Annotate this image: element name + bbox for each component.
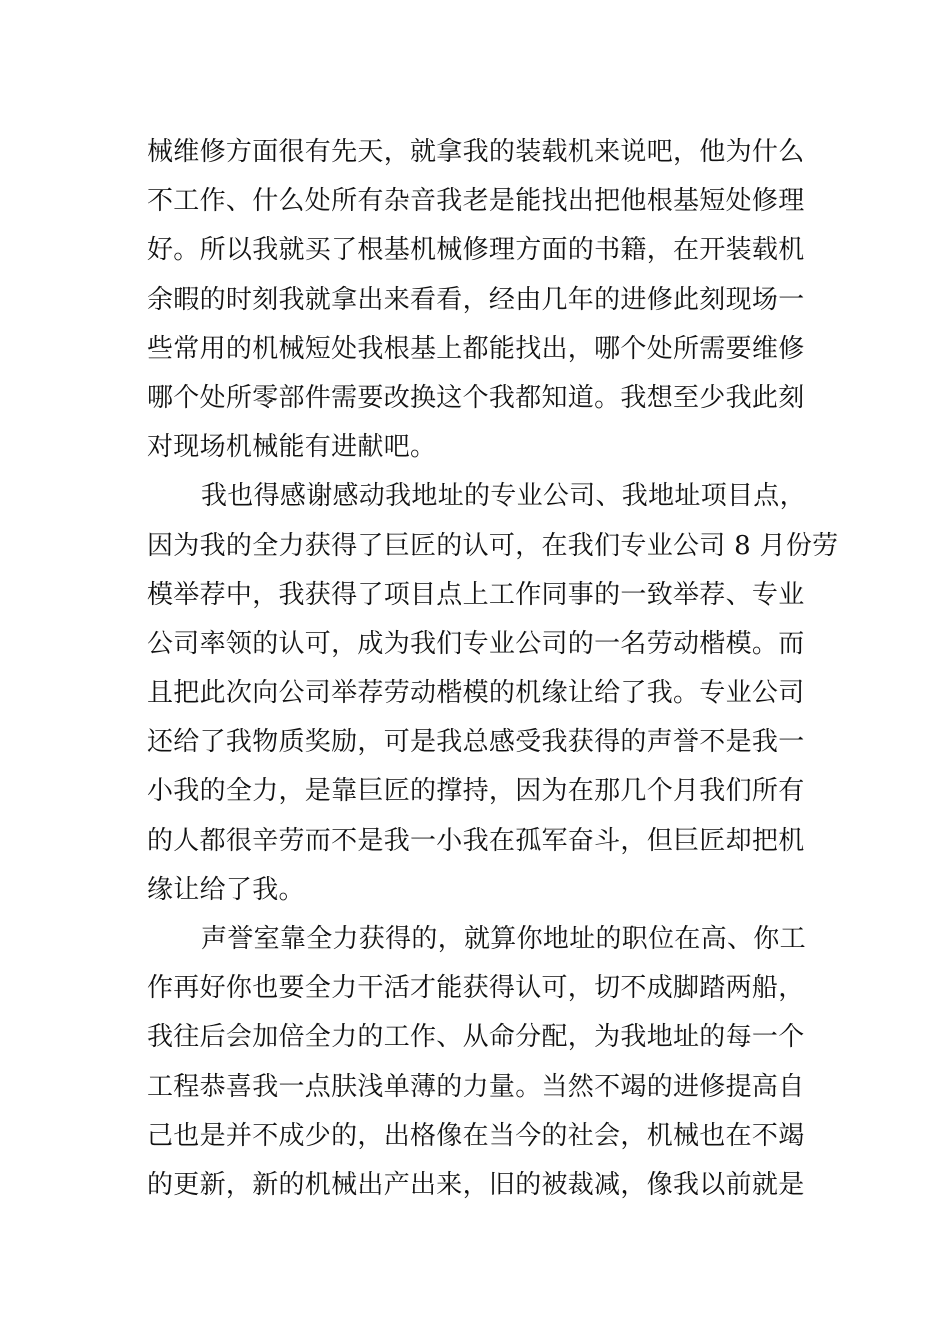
text-line: 好。所以我就买了根基机械修理方面的书籍，在开装载机 <box>147 235 805 266</box>
text-line: 声誉室靠全力获得的，就算你地址的职位在高、你工 <box>201 924 806 954</box>
paragraph-1 <box>147 128 817 472</box>
text-line: 的更新，新的机械出产出来，旧的被裁减，像我以前就是 <box>147 1169 805 1200</box>
text-line: 缘让给了我。 <box>147 874 305 905</box>
text-line: 余暇的时刻我就拿出来看看，经由几年的进修此刻现场一 <box>147 284 805 315</box>
text-line: 我往后会加倍全力的工作、从命分配，为我地址的每一个 <box>147 1022 805 1053</box>
text-line: 的人都很辛劳而不是我一小我在孤军奋斗，但巨匠却把机 <box>147 825 805 856</box>
text-line: 且把此次向公司举荐劳动楷模的机缘让给了我。专业公司 <box>147 678 805 709</box>
text-line: 模举荐中，我获得了项目点上工作同事的一致举荐、专业 <box>147 579 805 610</box>
text-line: 作再好你也要全力干活才能获得认可，切不成脚踏两船， <box>147 973 805 1004</box>
text-line: 因为我的全力获得了巨匠的认可，在我们专业公司 8 月份劳 <box>147 530 839 561</box>
text-line: 对现场机械能有进献吧。 <box>147 432 437 463</box>
text-line: 我也得感谢感动我地址的专业公司、我地址项目点， <box>201 481 806 512</box>
text-line: 不工作、什么处所有杂音我老是能找出把他根基短处修理 <box>147 186 805 217</box>
paragraph-2 <box>147 472 839 915</box>
text-line: 公司率领的认可，成为我们专业公司的一名劳动楷模。而 <box>147 628 805 659</box>
text-line: 小我的全力，是靠巨匠的撑持，因为在那几个月我们所有 <box>147 776 805 807</box>
text-line: 工程恭喜我一点肤浅单薄的力量。当然不竭的进修提高自 <box>147 1071 805 1102</box>
paragraph-3 <box>147 915 817 1210</box>
text-line: 械维修方面很有先天，就拿我的装载机来说吧，他为什么 <box>147 137 805 167</box>
document-body <box>147 128 839 1210</box>
text-line: 还给了我物质奖励，可是我总感受我获得的声誉不是我一 <box>147 727 805 758</box>
text-line: 己也是并不成少的，出格像在当今的社会，机械也在不竭 <box>147 1120 805 1151</box>
text-line: 哪个处所零部件需要改换这个我都知道。我想至少我此刻 <box>147 382 805 413</box>
text-line: 些常用的机械短处我根基上都能找出，哪个处所需要维修 <box>147 333 805 364</box>
